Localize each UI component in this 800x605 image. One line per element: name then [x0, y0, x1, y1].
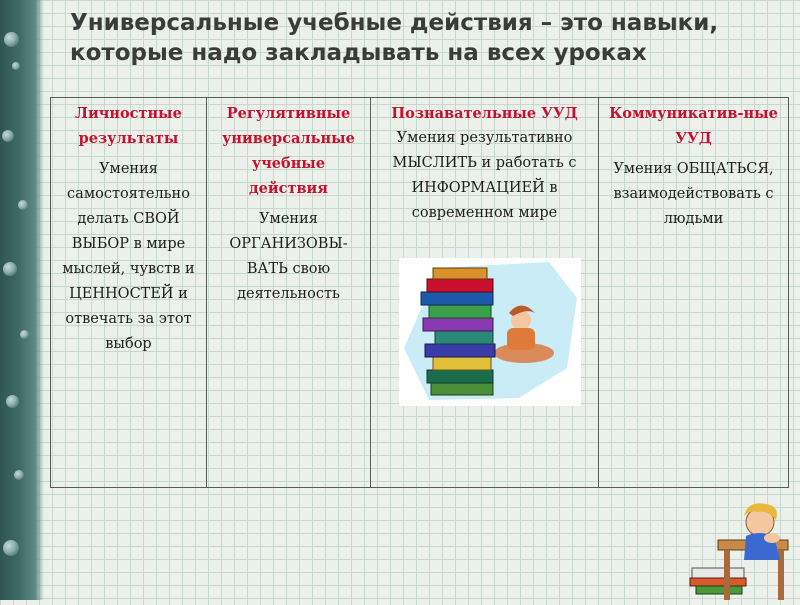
- decorative-side-band: [0, 0, 44, 600]
- column-personal: [51, 98, 207, 487]
- column-heading: Регулятивные универсальные учебные действия: [222, 105, 355, 197]
- column-text: Умения ОРГАНИЗОВЫ-ВАТЬ свою деятельность: [229, 211, 348, 302]
- water-drop-decoration: [12, 62, 20, 70]
- water-drop-decoration: [3, 262, 17, 276]
- water-drop-decoration: [14, 470, 24, 480]
- water-drop-decoration: [3, 540, 19, 556]
- column-regulatory: [207, 98, 371, 487]
- water-drop-decoration: [18, 200, 28, 210]
- water-drop-decoration: [20, 330, 29, 339]
- water-drop-decoration: [4, 32, 19, 47]
- column-heading: Личностные результаты: [75, 105, 182, 147]
- slide-title: Универсальные учебные действия – это навыки, которые надо закладывать на всех уроках: [70, 10, 719, 66]
- books-clipart: [399, 258, 581, 406]
- column-text: Умения ОБЩАТЬСЯ, взаимодействовать с людьми: [613, 161, 774, 227]
- column-heading: Познавательные УУД: [391, 105, 578, 122]
- column-communicative: [599, 98, 788, 487]
- student-at-desk-clipart: [688, 500, 800, 600]
- water-drop-decoration: [2, 130, 14, 142]
- water-drop-decoration: [6, 395, 19, 408]
- column-text: Умения самостоятельно делать СВОЙ ВЫБОР в мире мыслей, чувств и ЦЕННОСТЕЙ и отвечать за этот выбор: [62, 161, 195, 352]
- column-heading: Коммуникатив-ные УУД: [609, 105, 778, 147]
- column-text: Умения результативно МЫСЛИТЬ и работать с ИНФОРМАЦИЕЙ в современном мире: [392, 130, 577, 221]
